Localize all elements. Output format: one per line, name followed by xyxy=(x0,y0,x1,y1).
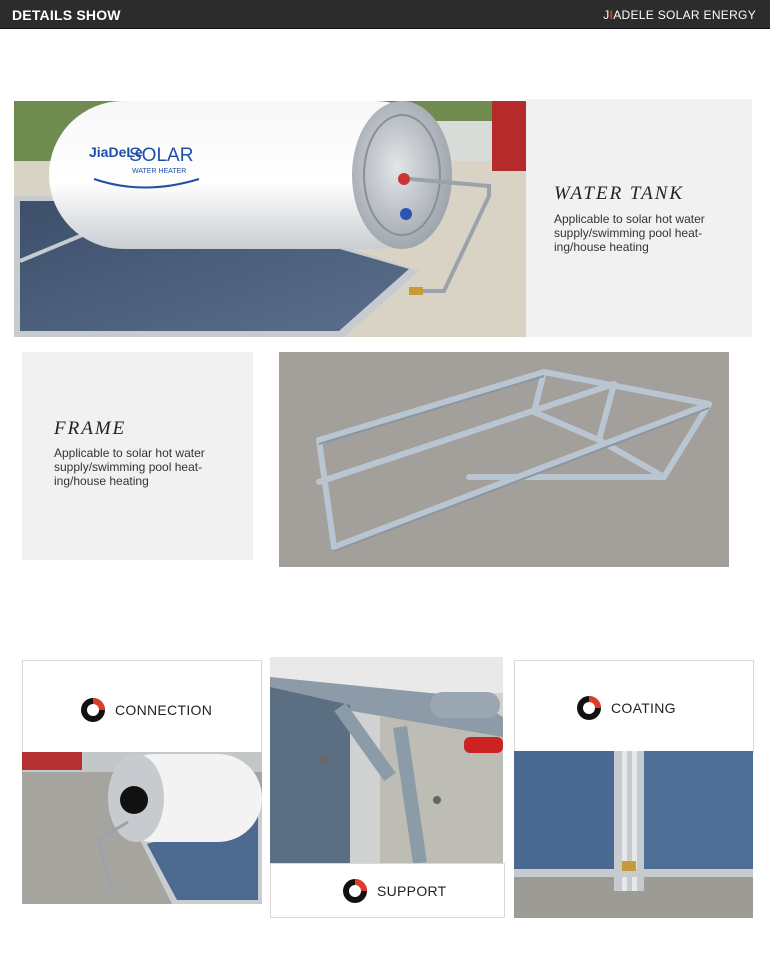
red-ring-icon xyxy=(81,698,105,722)
tank-subtitle-text: WATER HEATER xyxy=(132,168,187,175)
support-label-text: SUPPORT xyxy=(377,883,447,899)
support-label-card xyxy=(270,863,505,918)
coating-label-card xyxy=(514,660,754,753)
red-ring-icon xyxy=(577,696,601,720)
connection-photo xyxy=(22,752,262,904)
water-tank-info-panel xyxy=(526,99,752,337)
frame-photo xyxy=(279,352,729,567)
water-tank-desc-line: supply/swimming pool heat- xyxy=(554,226,703,240)
brand-rest: ADELE SOLAR ENERGY xyxy=(613,8,756,22)
frame-info-panel xyxy=(22,352,253,560)
frame-desc-line: supply/swimming pool heat- xyxy=(54,460,203,474)
water-tank-photo xyxy=(14,101,526,337)
header-bar xyxy=(0,0,770,29)
frame-desc-line: ing/house heating xyxy=(54,474,149,488)
brand-prefix: J xyxy=(603,8,610,22)
brand-name xyxy=(603,8,756,22)
support-photo xyxy=(270,657,503,863)
connection-label-card xyxy=(22,660,262,754)
water-tank-description xyxy=(554,212,729,254)
connection-label xyxy=(81,698,212,722)
frame-desc-line: Applicable to solar hot water xyxy=(54,446,205,460)
support-label xyxy=(343,879,447,903)
water-tank-desc-line: ing/house heating xyxy=(554,240,649,254)
coating-label-text: COATING xyxy=(611,700,676,716)
frame-title: FRAME xyxy=(54,418,127,439)
water-tank-title: WATER TANK xyxy=(554,183,685,204)
connection-label-text: CONNECTION xyxy=(115,702,213,718)
coating-label xyxy=(577,696,676,720)
tank-brand-text: JiaDeLe xyxy=(89,144,143,160)
header-title: DETAILS SHOW xyxy=(12,7,121,23)
tank-solar-text: SOLAR xyxy=(129,145,194,166)
frame-description xyxy=(54,446,229,488)
brand-accent: I xyxy=(609,8,614,22)
red-ring-icon xyxy=(343,879,367,903)
coating-photo xyxy=(514,751,753,918)
water-tank-desc-line: Applicable to solar hot water xyxy=(554,212,705,226)
